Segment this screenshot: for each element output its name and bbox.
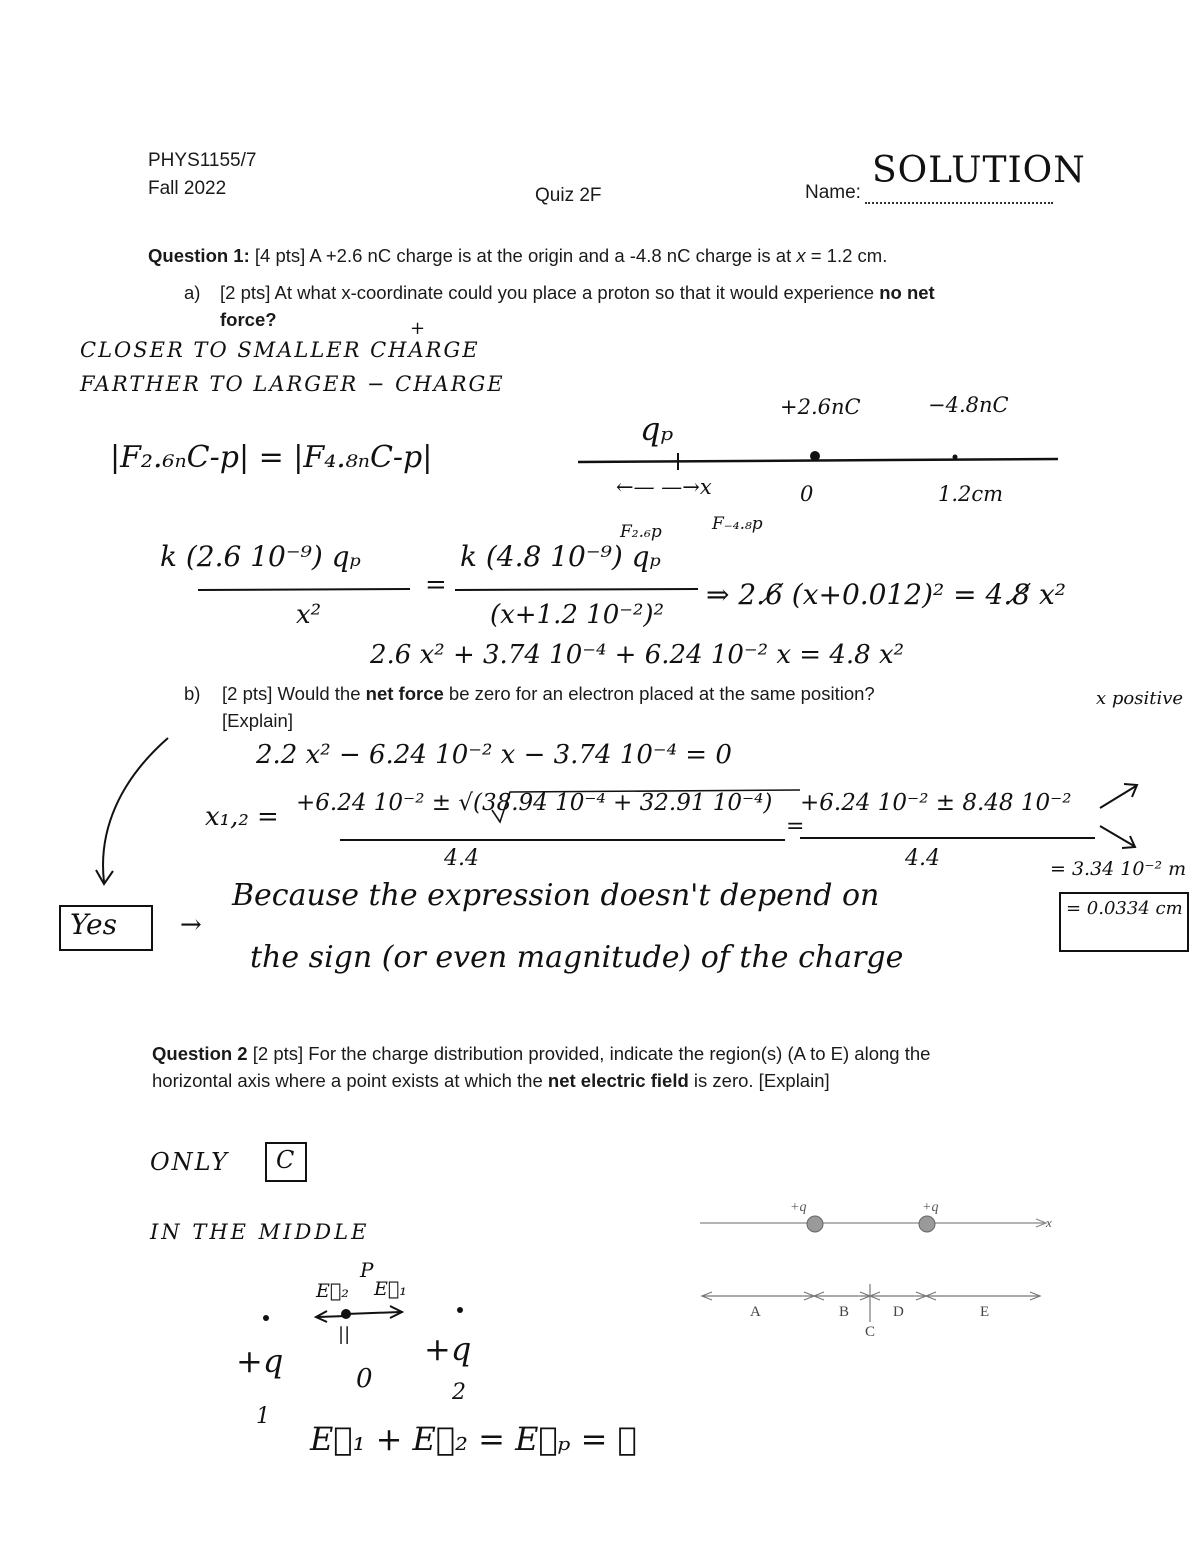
note-plus: + bbox=[410, 318, 426, 339]
quadratic-equals: = bbox=[786, 814, 805, 839]
eq1-den-right: (x+1.2 10⁻²)² bbox=[490, 600, 665, 630]
quadratic-numerator-2: +6.24 10⁻² ± 8.48 10⁻² bbox=[800, 790, 1072, 816]
vector-e1-label: E⃗₁ bbox=[374, 1278, 407, 1300]
vector-e2-label: E⃗₂ bbox=[316, 1280, 349, 1302]
label-qp: qₚ bbox=[640, 410, 674, 448]
label-plus-charge: +2.6nC bbox=[780, 395, 861, 419]
question1-text: Question 1: [4 pts] A +2.6 nC charge is at the origin and a -4.8 nC charge is at x = 1.2 cm. bbox=[148, 245, 888, 266]
eq1-den-left: x² bbox=[296, 600, 322, 630]
in-the-middle: IN THE MIDDLE bbox=[150, 1220, 370, 1244]
region-b: B bbox=[839, 1304, 850, 1320]
question1-label: Question 1: bbox=[148, 245, 250, 266]
charge-q2: +q bbox=[424, 1330, 472, 1368]
quadratic-numerator: +6.24 10⁻² ± √(38.94 10⁻⁴ + 32.91 10⁻⁴) bbox=[296, 790, 773, 816]
quadratic-denominator-2: 4.4 bbox=[905, 846, 940, 871]
label-origin: 0 bbox=[800, 482, 814, 506]
label-f48: F₋₄.₈p bbox=[712, 514, 763, 534]
question2-label: Question 2 bbox=[152, 1043, 248, 1064]
x12-label: x₁,₂ = bbox=[205, 802, 279, 832]
term: Fall 2022 bbox=[148, 178, 227, 199]
quiz-title: Quiz 2F bbox=[535, 185, 602, 206]
direction-arrows: ←— —→x bbox=[616, 475, 712, 499]
region-a: A bbox=[750, 1304, 761, 1320]
vector-sum-equation: E⃗₁ + E⃗₂ = E⃗ₚ = ∅ bbox=[310, 1420, 637, 1458]
result-meters: = 3.34 10⁻² m bbox=[1050, 858, 1187, 880]
eq1-num-left: k (2.6 10⁻⁹) qₚ bbox=[160, 540, 361, 573]
answer-c: C bbox=[276, 1146, 295, 1174]
part-a-text: [2 pts] At what x-coordinate could you place a proton so that it would experience no net force? bbox=[220, 282, 935, 330]
zero-mark: 0 bbox=[356, 1364, 373, 1394]
eq1-num-right: k (4.8 10⁻⁹) qₚ bbox=[460, 540, 661, 573]
answer-yes: Yes bbox=[70, 908, 117, 941]
result-cm: = 0.0334 cm bbox=[1066, 898, 1183, 919]
eq1-implies: ⇒ 2.6̸ (x+0.012)² = 4.8̸ x² bbox=[706, 578, 1066, 611]
note-farther: FARTHER TO LARGER − CHARGE bbox=[80, 372, 505, 396]
question2-text: Question 2 [2 pts] For the charge distribution provided, indicate the region(s) (A to E) along the horizontal axis where a point exists at which the net electric field is zero. [Explain] bbox=[152, 1043, 931, 1091]
note-closer: CLOSER TO SMALLER CHARGE bbox=[80, 338, 480, 362]
charge-q1: +q bbox=[236, 1342, 284, 1380]
label-1-2cm: 1.2cm bbox=[938, 482, 1004, 506]
parallel-mark: || bbox=[338, 1324, 351, 1345]
charge-2-label: 2 bbox=[452, 1380, 466, 1405]
figure-charge-right: +q bbox=[922, 1200, 939, 1215]
region-d: D bbox=[893, 1304, 904, 1320]
force-equality: |F₂.₆ₙC-p| = |F₄.₈ₙC-p| bbox=[110, 440, 433, 475]
label-f26: F₂.₆p bbox=[620, 522, 662, 542]
explanation-line1: Because the expression doesn't depend on bbox=[232, 878, 880, 913]
x-positive-note: x positive bbox=[1096, 688, 1184, 709]
part-b-text: [2 pts] Would the net force be zero for an electron placed at the same position? [Explain] bbox=[222, 683, 875, 731]
name-value: SOLUTION bbox=[872, 150, 1086, 191]
only-label: ONLY bbox=[150, 1148, 229, 1176]
label-minus-charge: −4.8nC bbox=[928, 393, 1009, 417]
eq3: 2.2 x² − 6.24 10⁻² x − 3.74 10⁻⁴ = 0 bbox=[256, 740, 732, 770]
charge-1-label: 1 bbox=[256, 1404, 270, 1429]
part-a-marker: a) bbox=[184, 282, 201, 303]
region-e: E bbox=[980, 1304, 990, 1320]
point-p-label: P bbox=[360, 1258, 374, 1282]
figure-charge-left: +q bbox=[790, 1200, 807, 1215]
eq2: 2.6 x² + 3.74 10⁻⁴ + 6.24 10⁻² x = 4.8 x² bbox=[370, 640, 905, 670]
answer-arrow: → bbox=[180, 910, 202, 940]
part-b-marker: b) bbox=[184, 683, 201, 704]
course-code: PHYS1155/7 bbox=[148, 150, 257, 171]
name-label: Name: bbox=[805, 182, 861, 203]
quadratic-denominator: 4.4 bbox=[444, 846, 479, 871]
figure-axis-label: x bbox=[1046, 1215, 1052, 1230]
explanation-line2: the sign (or even magnitude) of the charge bbox=[250, 940, 904, 975]
region-c: C bbox=[865, 1324, 876, 1340]
eq1-equals: = bbox=[425, 570, 447, 600]
